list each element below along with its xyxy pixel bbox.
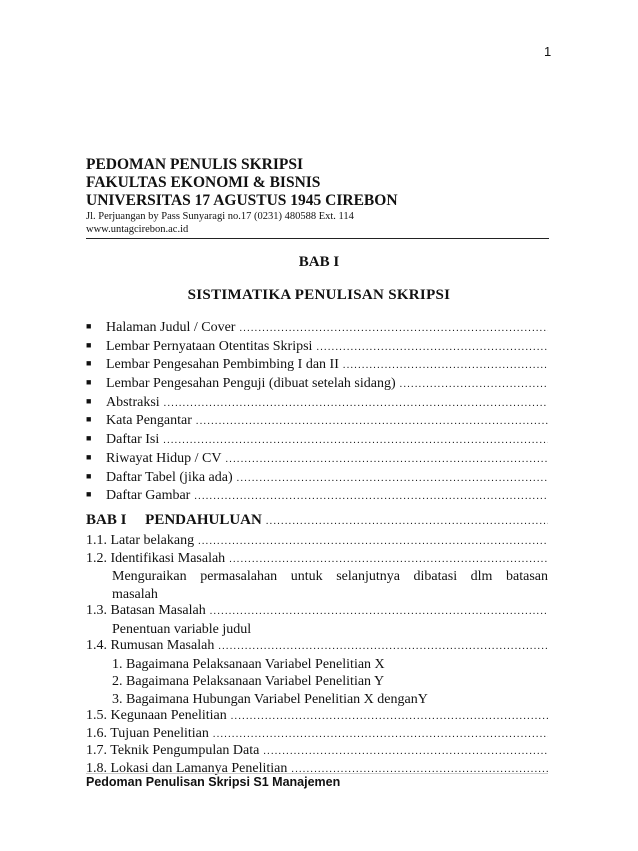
section-title: SISTIMATIKA PENULISAN SKRIPSI <box>187 287 451 303</box>
square-bullet-icon: ■ <box>86 395 92 406</box>
list-item: ■ Lembar Pengesahan Penguji (dibuat setelah sidang) ..... <box>86 376 548 395</box>
dot-leader <box>266 516 548 527</box>
square-bullet-icon: ■ <box>86 414 92 425</box>
list-item: ■ Kata Pengantar ..... <box>86 413 548 432</box>
outline-item: 1.1. Latar belakang ..... <box>86 533 548 551</box>
header-divider <box>86 238 549 239</box>
list-item: ■ Lembar Pengesahan Pembimbing I dan II ..... <box>86 357 548 376</box>
square-bullet-icon: ■ <box>86 339 92 350</box>
dot-leader <box>237 473 548 484</box>
list-item: ■ Lembar Pernyataan Otentitas Skripsi ..... <box>86 339 548 358</box>
outline-description: masalah <box>112 586 158 602</box>
list-item: ■ Daftar Gambar ..... <box>86 488 548 507</box>
square-bullet-icon: ■ <box>86 358 92 369</box>
header-address: Jl. Perjuangan by Pass Sunyaragi no.17 (0231) 480588 Ext. 114 <box>86 211 354 222</box>
square-bullet-icon: ■ <box>86 433 92 444</box>
page-number: 1 <box>544 44 552 59</box>
square-bullet-icon: ■ <box>86 451 92 462</box>
outline-item: 1.7. Teknik Pengumpulan Data ..... <box>86 743 548 761</box>
dot-leader <box>316 342 548 353</box>
dot-leader <box>343 360 548 371</box>
dot-leader <box>213 729 548 740</box>
list-item: ■ Daftar Tabel (jika ada) ..... <box>86 470 548 489</box>
dot-leader <box>198 536 548 547</box>
front-matter-list <box>86 320 548 507</box>
header-faculty: FAKULTAS EKONOMI & BISNIS <box>86 174 321 191</box>
square-bullet-icon: ■ <box>86 377 92 388</box>
dot-leader <box>196 416 548 427</box>
header-website: www.untagcirebon.ac.id <box>86 224 189 235</box>
header-title: PEDOMAN PENULIS SKRIPSI <box>86 156 304 173</box>
bab1-heading: BAB I PENDAHULUAN <box>86 512 262 528</box>
outline-item: 1.6. Tujuan Penelitian ..... <box>86 726 548 744</box>
bab1-heading-row <box>86 512 548 533</box>
dot-leader <box>163 435 548 446</box>
research-question: 3. Bagaimana Hubungan Variabel Penelitian X denganY <box>112 691 428 707</box>
outline-description: Penentuan variable judul <box>112 621 252 637</box>
dot-leader <box>164 398 548 409</box>
dot-leader <box>226 454 549 465</box>
square-bullet-icon: ■ <box>86 470 92 481</box>
research-question: 2. Bagaimana Pelaksanaan Variabel Penelitian Y <box>112 674 385 689</box>
square-bullet-icon: ■ <box>86 321 92 331</box>
dot-leader <box>239 323 548 334</box>
dot-leader <box>400 379 548 390</box>
dot-leader <box>194 491 548 502</box>
research-question: 1. Bagaimana Pelaksanaan Variabel Penelitian X <box>112 656 385 672</box>
list-item: ■ Abstraksi ..... <box>86 395 548 414</box>
dot-leader <box>210 606 548 617</box>
list-item: ■ Riwayat Hidup / CV ..... <box>86 451 548 470</box>
list-item: ■ Halaman Judul / Cover ..... <box>86 320 548 339</box>
outline-item: 1.4. Rumusan Masalah ..... <box>86 638 548 656</box>
outline-item: 1.2. Identifikasi Masalah ..... <box>86 551 548 569</box>
outline-description: Menguraikan permasalahan untuk selanjutnya dibatasi dlm batasan <box>112 569 548 584</box>
list-item: ■ Daftar Isi ..... <box>86 432 548 451</box>
dot-leader <box>229 554 548 565</box>
page-footer: Pedoman Penulisan Skripsi S1 Manajemen <box>86 775 341 789</box>
dot-leader <box>231 711 548 722</box>
square-bullet-icon: ■ <box>86 489 92 500</box>
header-university: UNIVERSITAS 17 AGUSTUS 1945 CIREBON <box>86 192 398 209</box>
document-header <box>86 156 549 239</box>
chapter-heading: BAB I <box>298 254 340 270</box>
outline-item: 1.8. Lokasi dan Lamanya Penelitian ..... <box>86 761 548 779</box>
dot-leader <box>218 641 548 652</box>
outline-item: 1.5. Kegunaan Penelitian ..... <box>86 708 548 726</box>
footer-divider <box>86 773 548 774</box>
outline-item: 1.3. Batasan Masalah ..... <box>86 603 548 621</box>
dot-leader <box>263 746 548 757</box>
bab1-outline <box>86 533 548 778</box>
